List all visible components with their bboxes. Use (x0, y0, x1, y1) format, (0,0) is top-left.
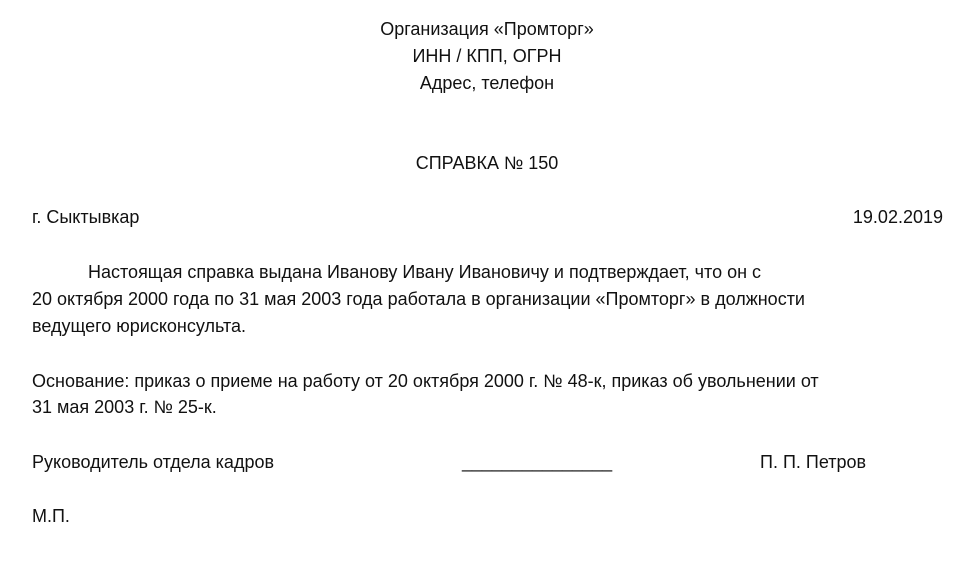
body-line-2: 20 октября 2000 года по 31 мая 2003 года работала в организации «Промторг» в должности (32, 289, 805, 309)
signature-position: Руководитель отдела кадров (32, 452, 275, 472)
document-title: СПРАВКА № 150 (415, 153, 559, 173)
organization-ids: ИНН / КПП, ОГРН (412, 46, 562, 66)
stamp-place: М.П. (32, 506, 70, 526)
organization-name: Организация «Промторг» (380, 19, 594, 39)
basis-line-2: 31 мая 2003 г. № 25-к. (32, 397, 217, 417)
signature-line: _______________ (462, 452, 613, 472)
organization-contacts: Адрес, телефон (419, 73, 555, 93)
city: г. Сыктывкар (32, 207, 140, 227)
body-line-1: Настоящая справка выдана Иванову Ивану Ивановичу и подтверждает, что он с (88, 262, 762, 282)
signature-name: П. П. Петров (760, 452, 867, 472)
body-line-3: ведущего юрисконсульта. (32, 316, 247, 336)
document-date: 19.02.2019 (852, 207, 943, 227)
basis-line-1: Основание: приказ о приеме на работу от 20 октября 2000 г. № 48-к, приказ об увольнении от (32, 371, 819, 391)
